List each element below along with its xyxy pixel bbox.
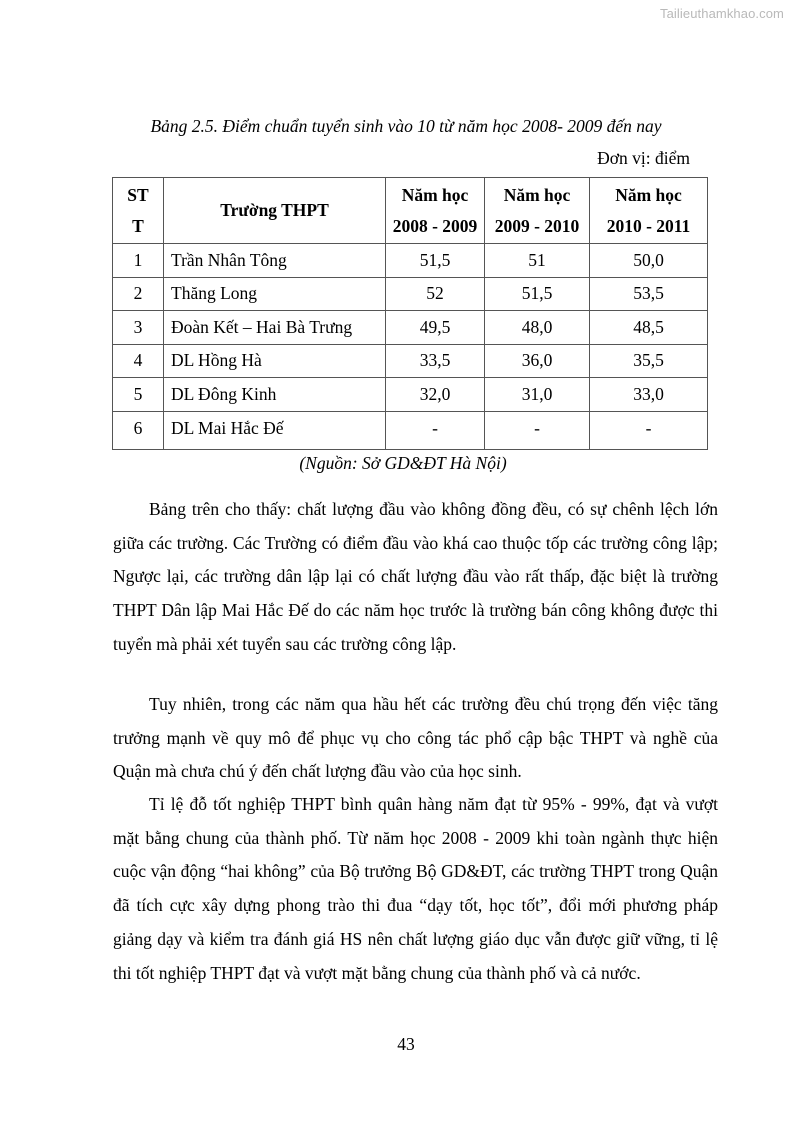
table-caption: Bảng 2.5. Điểm chuẩn tuyển sinh vào 10 từ năm học 2008- 2009 đến nay xyxy=(150,116,662,136)
header-year-3 xyxy=(590,178,708,244)
header-year-3-line2: 2010 - 2011 xyxy=(606,215,691,236)
cell-year-2: 48,0 xyxy=(485,311,590,345)
header-year-1-line1: Năm học xyxy=(401,184,469,205)
header-year-1 xyxy=(386,178,485,244)
cell-year-3: 35,5 xyxy=(590,344,708,378)
table-row xyxy=(113,344,708,378)
header-year-2-line2: 2009 - 2010 xyxy=(494,215,580,236)
cell-year-3: 50,0 xyxy=(590,244,708,278)
cell-school: DL Đông Kinh xyxy=(164,378,386,412)
cell-stt: 1 xyxy=(113,244,164,278)
header-year-2-line1: Năm học xyxy=(503,184,571,205)
cell-year-1: 32,0 xyxy=(386,378,485,412)
cell-school: DL Hồng Hà xyxy=(164,344,386,378)
cutoff-score-table xyxy=(112,177,708,450)
cell-year-3: - xyxy=(590,411,708,449)
header-stt xyxy=(113,178,164,244)
header-year-1-line2: 2008 - 2009 xyxy=(392,215,478,236)
cell-stt: 3 xyxy=(113,311,164,345)
table-row xyxy=(113,244,708,278)
cell-year-2: 31,0 xyxy=(485,378,590,412)
cell-year-1: 49,5 xyxy=(386,311,485,345)
cell-year-2: 51,5 xyxy=(485,277,590,311)
unit-label: Đơn vị: điểm xyxy=(597,148,690,168)
cell-school: Đoàn Kết – Hai Bà Trưng xyxy=(164,311,386,345)
table-row xyxy=(113,277,708,311)
cell-year-1: 51,5 xyxy=(386,244,485,278)
cell-year-1: 33,5 xyxy=(386,344,485,378)
watermark: Tailieuthamkhao.com xyxy=(659,6,784,21)
paragraph-1: Bảng trên cho thấy: chất lượng đầu vào không đồng đều, có sự chênh lệch lớn giữa các trường. Các Trường có điểm đầu vào khá cao thuộc tốp các trường công lập; Ngược lại, các trường dân lập lại có chất lượng đầu vào rất thấp, đặc biệt là trường THPT Dân lập Mai Hắc Đế do các năm học trước là trường bán công không được thi tuyển mà phải xét tuyển sau các trường công lập. xyxy=(113,499,718,654)
cell-year-2: 51 xyxy=(485,244,590,278)
cell-year-3: 33,0 xyxy=(590,378,708,412)
table-row xyxy=(113,411,708,449)
cell-year-3: 53,5 xyxy=(590,277,708,311)
table-header-row xyxy=(113,178,708,244)
header-school: Trường THPT xyxy=(164,178,386,244)
header-stt-line1: ST xyxy=(127,184,149,205)
table-row xyxy=(113,311,708,345)
cell-stt: 5 xyxy=(113,378,164,412)
cell-year-2: - xyxy=(485,411,590,449)
table-row xyxy=(113,378,708,412)
header-stt-line2: T xyxy=(132,215,144,236)
cell-school: Trần Nhân Tông xyxy=(164,244,386,278)
table-source: (Nguồn: Sở GD&ĐT Hà Nội) xyxy=(299,453,507,473)
cell-stt: 2 xyxy=(113,277,164,311)
cell-school: DL Mai Hắc Đế xyxy=(164,411,386,449)
page-number: 43 xyxy=(397,1034,415,1054)
paragraph-2: Tuy nhiên, trong các năm qua hầu hết các trường đều chú trọng đến việc tăng trưởng mạnh về quy mô để phục vụ cho công tác phổ cập bậc THPT và nghề của Quận mà chưa chú ý đến chất lượng đầu vào của học sinh. xyxy=(113,694,718,782)
cell-year-1: 52 xyxy=(386,277,485,311)
paragraph-3: Tỉ lệ đỗ tốt nghiệp THPT bình quân hàng năm đạt từ 95% - 99%, đạt và vượt mặt bằng chung của thành phố. Từ năm học 2008 - 2009 khi toàn ngành thực hiện cuộc vận động “hai không” của Bộ trưởng Bộ GD&ĐT, các trường THPT trong Quận đã tích cực xây dựng phong trào thi đua “dạy tốt, học tốt”, đổi mới phương pháp giảng dạy và kiểm tra đánh giá HS nên chất lượng giáo dục vẫn được giữ vững, tỉ lệ thi tốt nghiệp THPT đạt và vượt mặt bằng chung của thành phố và cả nước. xyxy=(113,794,718,983)
cell-year-2: 36,0 xyxy=(485,344,590,378)
cell-school: Thăng Long xyxy=(164,277,386,311)
cell-stt: 4 xyxy=(113,344,164,378)
cell-stt: 6 xyxy=(113,411,164,449)
cell-year-1: - xyxy=(386,411,485,449)
cell-year-3: 48,5 xyxy=(590,311,708,345)
header-year-3-line1: Năm học xyxy=(615,184,682,205)
header-year-2 xyxy=(485,178,590,244)
